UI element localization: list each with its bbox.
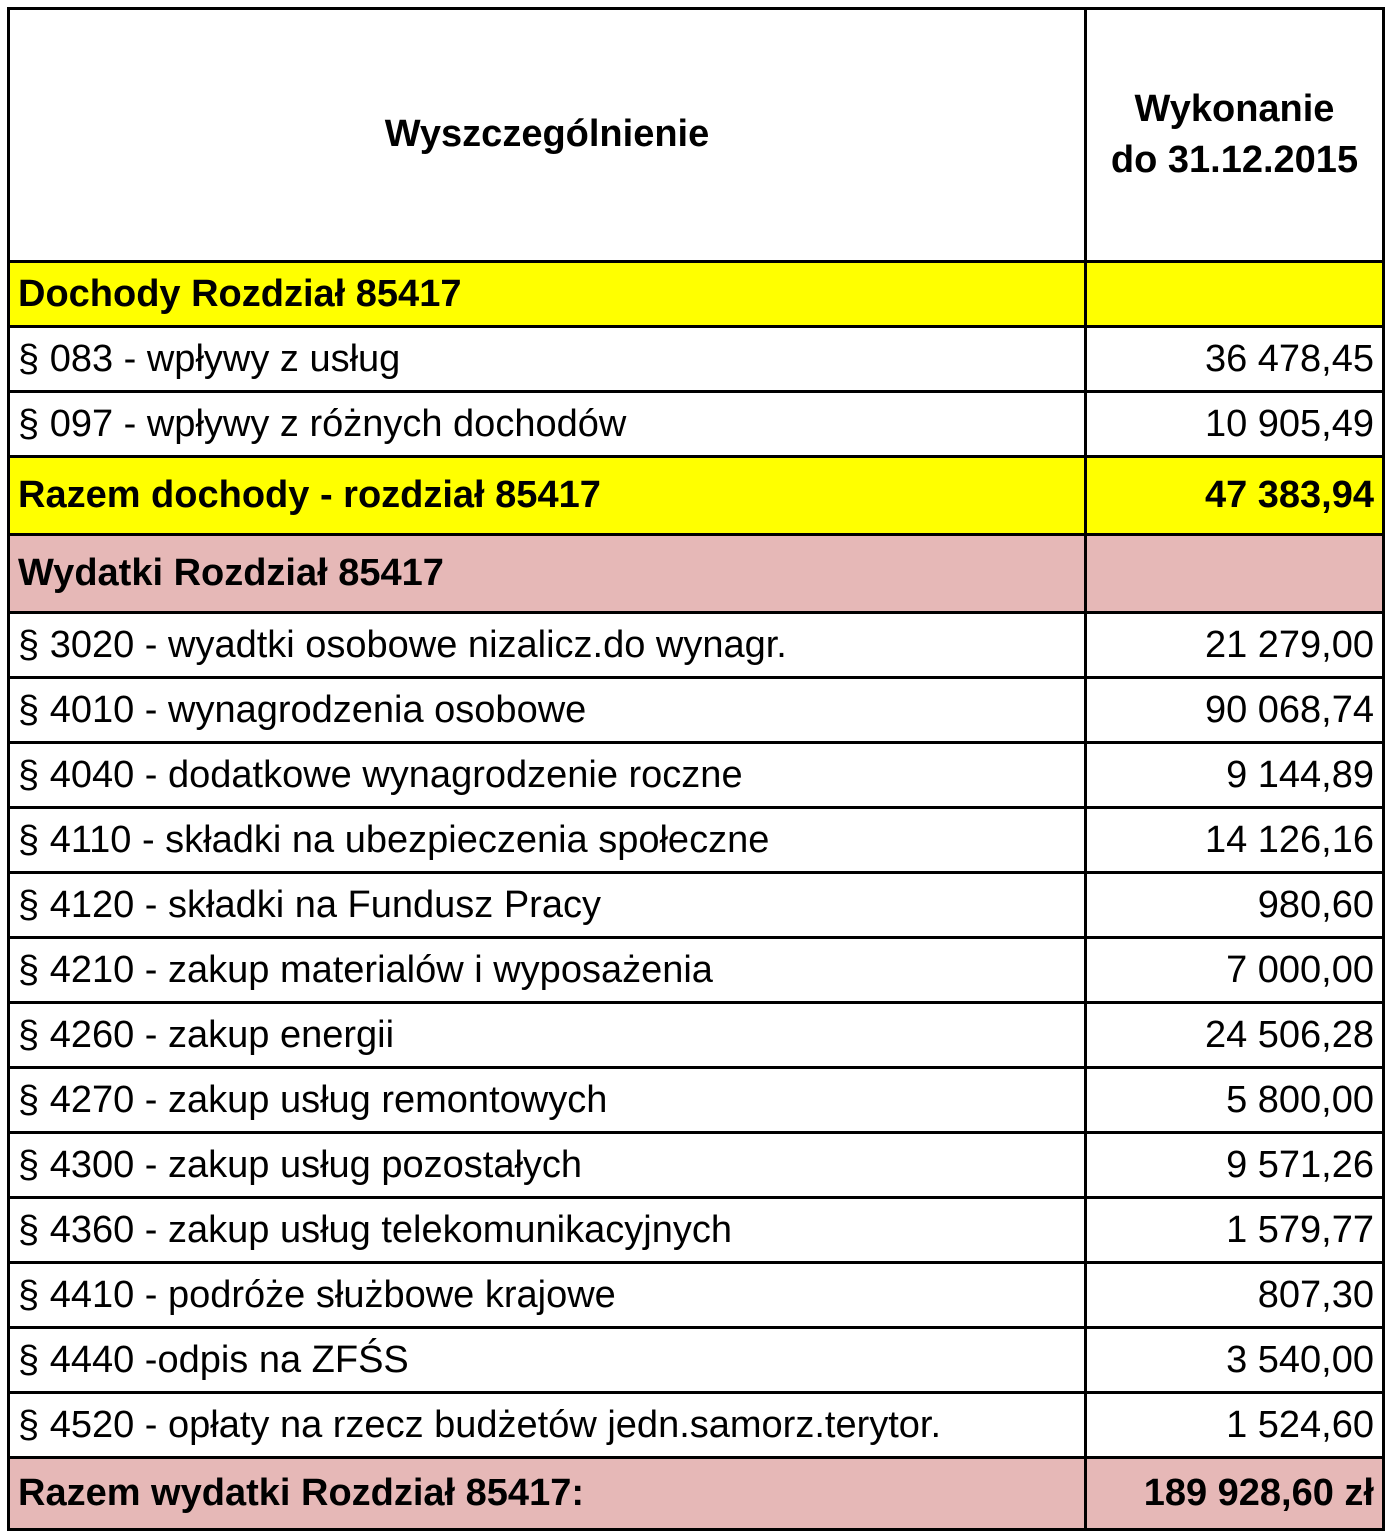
item-value: 7 000,00 — [1086, 938, 1384, 1003]
table-row — [9, 1133, 1384, 1198]
item-label: § 4410 - podróże służbowe krajowe — [9, 1263, 1086, 1328]
item-value: 90 068,74 — [1086, 678, 1384, 743]
header-execution — [1086, 9, 1384, 262]
item-value: 980,60 — [1086, 873, 1384, 938]
header-description: Wyszczególnienie — [9, 9, 1086, 262]
expense-total-value: 189 928,60 zł — [1086, 1458, 1384, 1530]
income-total-label: Razem dochody - rozdział 85417 — [9, 457, 1086, 535]
table-row — [9, 1068, 1384, 1133]
item-label: § 4120 - składki na Fundusz Pracy — [9, 873, 1086, 938]
item-label: § 4520 - opłaty na rzecz budżetów jedn.samorz.terytor. — [9, 1393, 1086, 1458]
item-label: § 3020 - wyadtki osobowe nizalicz.do wynagr. — [9, 613, 1086, 678]
header-execution-line1: Wykonanie — [1134, 87, 1335, 130]
income-section-title: Dochody Rozdział 85417 — [9, 262, 1086, 327]
item-value: 21 279,00 — [1086, 613, 1384, 678]
table-row — [9, 1393, 1384, 1458]
expense-total-row — [9, 1458, 1384, 1530]
item-label: § 4260 - zakup energii — [9, 1003, 1086, 1068]
table-row — [9, 743, 1384, 808]
item-value: 1 524,60 — [1086, 1393, 1384, 1458]
item-label: § 097 - wpływy z różnych dochodów — [9, 392, 1086, 457]
income-total-value: 47 383,94 — [1086, 457, 1384, 535]
item-value: 9 144,89 — [1086, 743, 1384, 808]
header-row — [9, 9, 1384, 262]
table-row — [9, 1328, 1384, 1393]
item-value: 807,30 — [1086, 1263, 1384, 1328]
item-label: § 4300 - zakup usług pozostałych — [9, 1133, 1086, 1198]
income-section-row — [9, 262, 1384, 327]
table-row — [9, 938, 1384, 1003]
item-label: § 4110 - składki na ubezpieczenia społeczne — [9, 808, 1086, 873]
item-value: 24 506,28 — [1086, 1003, 1384, 1068]
item-label: § 4010 - wynagrodzenia osobowe — [9, 678, 1086, 743]
table-row — [9, 327, 1384, 392]
budget-table — [7, 7, 1385, 1531]
expense-section-title: Wydatki Rozdział 85417 — [9, 535, 1086, 613]
item-label: § 4270 - zakup usług remontowych — [9, 1068, 1086, 1133]
item-value: 1 579,77 — [1086, 1198, 1384, 1263]
table-row — [9, 1198, 1384, 1263]
expense-section-row — [9, 535, 1384, 613]
item-value: 3 540,00 — [1086, 1328, 1384, 1393]
table-row — [9, 873, 1384, 938]
item-label: § 4210 - zakup materialów i wyposażenia — [9, 938, 1086, 1003]
income-section-empty — [1086, 262, 1384, 327]
item-value: 14 126,16 — [1086, 808, 1384, 873]
item-value: 10 905,49 — [1086, 392, 1384, 457]
table-row — [9, 808, 1384, 873]
item-label: § 4360 - zakup usług telekomunikacyjnych — [9, 1198, 1086, 1263]
item-value: 36 478,45 — [1086, 327, 1384, 392]
item-value: 5 800,00 — [1086, 1068, 1384, 1133]
item-label: § 4440 -odpis na ZFŚS — [9, 1328, 1086, 1393]
table-row — [9, 613, 1384, 678]
item-label: § 4040 - dodatkowe wynagrodzenie roczne — [9, 743, 1086, 808]
item-label: § 083 - wpływy z usług — [9, 327, 1086, 392]
header-execution-line2: do 31.12.2015 — [1110, 139, 1359, 181]
table-row — [9, 678, 1384, 743]
table-row — [9, 1003, 1384, 1068]
expense-total-label: Razem wydatki Rozdział 85417: — [9, 1458, 1086, 1530]
item-value: 9 571,26 — [1086, 1133, 1384, 1198]
income-total-row — [9, 457, 1384, 535]
expense-section-empty — [1086, 535, 1384, 613]
table-row — [9, 392, 1384, 457]
table-row — [9, 1263, 1384, 1328]
